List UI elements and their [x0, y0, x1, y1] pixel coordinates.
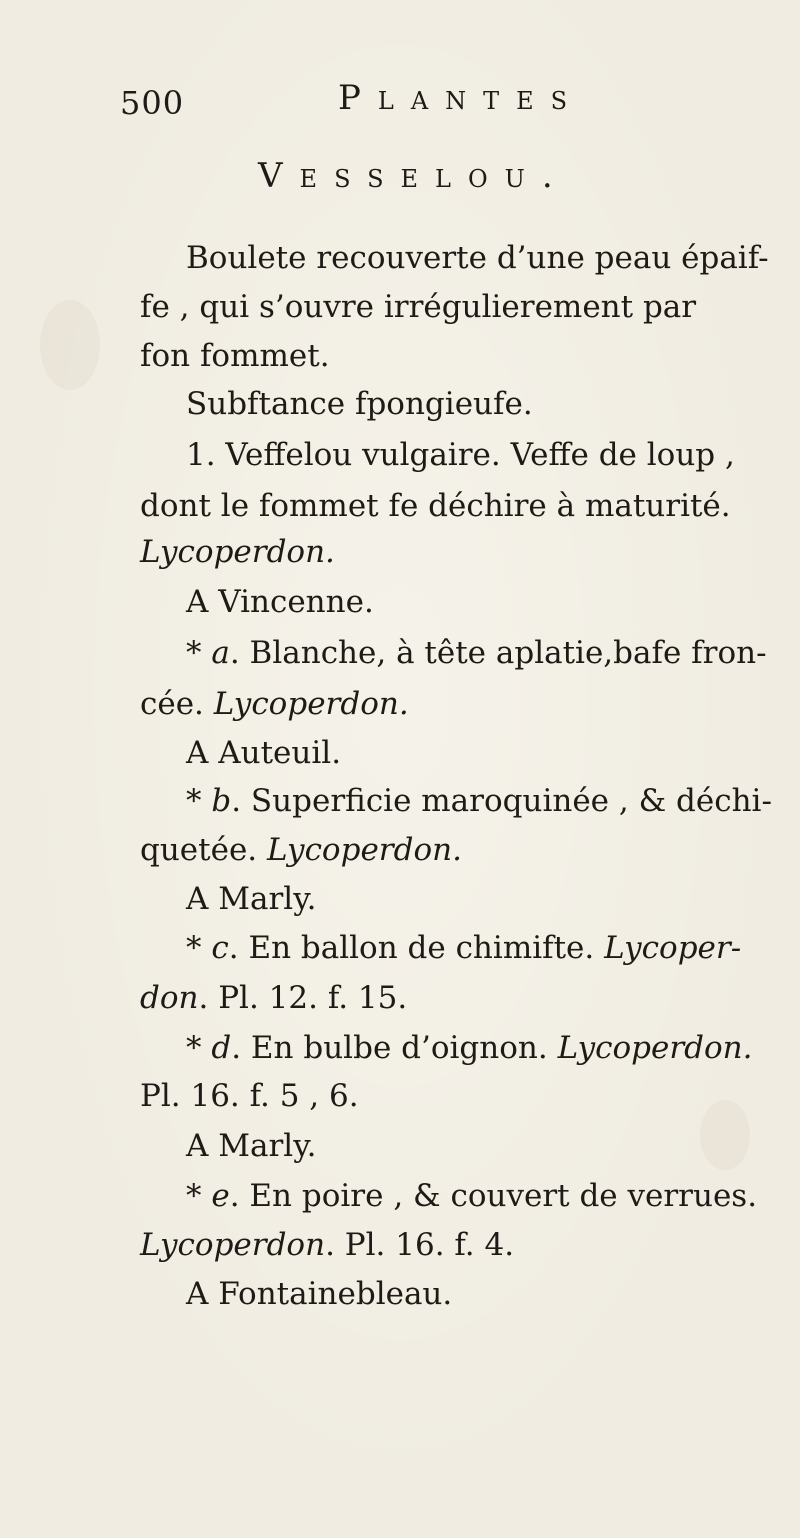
text-segment: . Blanche, à tête aplatie,bafe fron-	[229, 635, 767, 671]
italic-segment: c	[211, 930, 229, 966]
text-line	[140, 238, 769, 278]
text-segment: cée.	[140, 686, 214, 722]
text-line	[140, 1028, 753, 1068]
text-segment: . En bulbe d’oignon.	[231, 1030, 558, 1066]
italic-segment: Lycoperdon.	[213, 686, 409, 722]
paper-stain	[40, 300, 100, 390]
text-segment: A Marly.	[186, 881, 317, 917]
section-title: Vesselou.	[258, 156, 570, 196]
italic-segment: Lycoperdon.	[140, 534, 335, 570]
text-segment: 1. Veffelou vulgaire. Veffe de loup ,	[186, 437, 735, 473]
italic-segment: Lycoperdon.	[267, 832, 462, 868]
italic-segment: Lycoperdon	[140, 1227, 326, 1263]
text-line	[140, 978, 407, 1018]
italic-segment: d	[211, 1030, 232, 1066]
text-segment: *	[186, 930, 212, 966]
text-line	[140, 781, 772, 821]
text-line	[140, 1274, 452, 1314]
text-line	[140, 1225, 514, 1265]
italic-segment: Lycoperdon.	[557, 1030, 753, 1066]
text-segment: *	[186, 1178, 212, 1214]
text-line	[140, 532, 335, 572]
text-line	[140, 582, 374, 622]
text-segment: *	[186, 635, 212, 671]
text-segment: A Marly.	[186, 1128, 317, 1164]
text-segment: dont le fommet fe déchire à maturité.	[140, 488, 731, 524]
text-line	[140, 830, 462, 870]
text-segment: quetée.	[140, 832, 268, 868]
text-segment: . En poire , & couvert de verrues.	[229, 1178, 758, 1214]
text-line	[140, 633, 767, 673]
page-header	[0, 78, 800, 128]
paper-stain	[700, 1100, 750, 1170]
italic-segment: b	[211, 783, 232, 819]
text-line	[140, 1176, 757, 1216]
text-line	[140, 336, 330, 376]
text-line	[140, 879, 316, 919]
italic-segment: e	[211, 1178, 230, 1214]
text-segment: Boulete recouverte d’une peau épaif-	[186, 240, 769, 276]
text-line	[140, 733, 341, 773]
page-number: 500	[120, 84, 185, 122]
text-segment: A Vincenne.	[186, 584, 374, 620]
text-segment: fon fommet.	[140, 338, 330, 374]
running-title: Plantes	[338, 78, 585, 118]
text-segment: . Pl. 16. f. 4.	[325, 1227, 515, 1263]
text-line	[140, 684, 409, 724]
text-segment: *	[186, 1030, 212, 1066]
italic-segment: a	[211, 635, 230, 671]
text-segment: *	[186, 783, 212, 819]
text-line	[140, 435, 735, 475]
text-line	[140, 384, 533, 424]
italic-segment: don	[140, 980, 199, 1016]
text-segment: Pl. 16. f. 5 , 6.	[140, 1078, 359, 1114]
text-line	[140, 486, 731, 526]
italic-segment: Lycoper-	[604, 930, 742, 966]
text-segment: fe , qui s’ouvre irrégulierement par	[140, 289, 697, 325]
text-line	[140, 1126, 316, 1166]
text-segment: . Pl. 12. f. 15.	[198, 980, 408, 1016]
text-segment: . Superficie maroquinée , & déchi-	[231, 783, 772, 819]
text-line	[140, 928, 741, 968]
text-segment: Subftance fpongieufe.	[186, 386, 533, 422]
text-segment: A Auteuil.	[186, 735, 342, 771]
text-line	[140, 287, 696, 327]
text-segment: A Fontainebleau.	[186, 1276, 453, 1312]
text-segment: . En ballon de chimifte.	[228, 930, 605, 966]
text-line	[140, 1076, 359, 1116]
